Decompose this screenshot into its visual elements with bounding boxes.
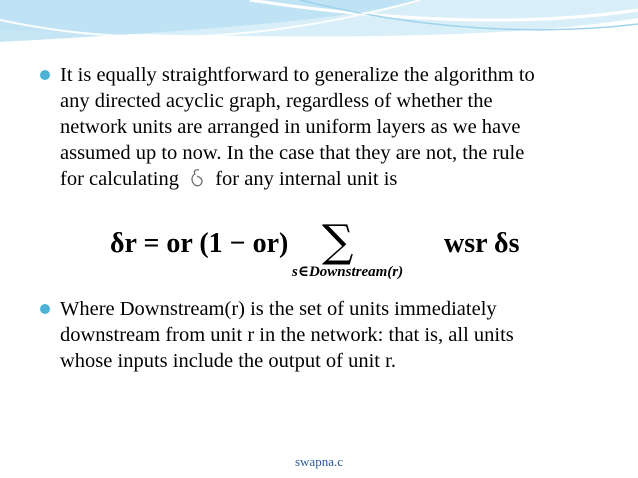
formula-rhs: wsr δs — [444, 228, 520, 259]
sigma-symbol: ∑ — [322, 216, 354, 267]
bullet-1-line-2: any directed acyclic graph, regardless of whether the — [60, 90, 493, 112]
bullet-2-line-1: Where Downstream(r) is the set of units immediately — [60, 298, 497, 320]
footer-author: swapna.c — [294, 454, 343, 469]
bullet-1-line-5 — [60, 166, 600, 192]
bullet-item-1 — [40, 62, 600, 192]
bullet-1-line-5-start: for calculating — [60, 168, 179, 190]
bullet-dot-icon — [40, 70, 50, 80]
bullet-1-line-3: network units are arranged in uniform layers as we have — [60, 116, 521, 138]
bullet-2-line-3: whose inputs include the output of unit r. — [60, 350, 396, 372]
formula-image — [100, 216, 532, 284]
formula-subscript: s∈Downstream(r) — [292, 264, 404, 280]
bullet-text-2 — [60, 296, 600, 374]
delta-symbol-icon — [190, 168, 204, 188]
bullet-1-line-4: assumed up to now. In the case that they are not, the rule — [60, 142, 525, 164]
bullet-dot-icon — [40, 304, 50, 314]
bullet-2-line-2: downstream from unit r in the network: that is, all units — [60, 324, 514, 346]
bullet-text-1 — [60, 62, 600, 192]
bullet-1-line-1: It is equally straightforward to generalize the algorithm to — [60, 64, 535, 86]
bullet-item-2 — [40, 296, 600, 374]
formula-lhs: δr = or (1 − or) — [110, 228, 289, 259]
bullet-1-line-5-end: for any internal unit is — [215, 168, 398, 190]
